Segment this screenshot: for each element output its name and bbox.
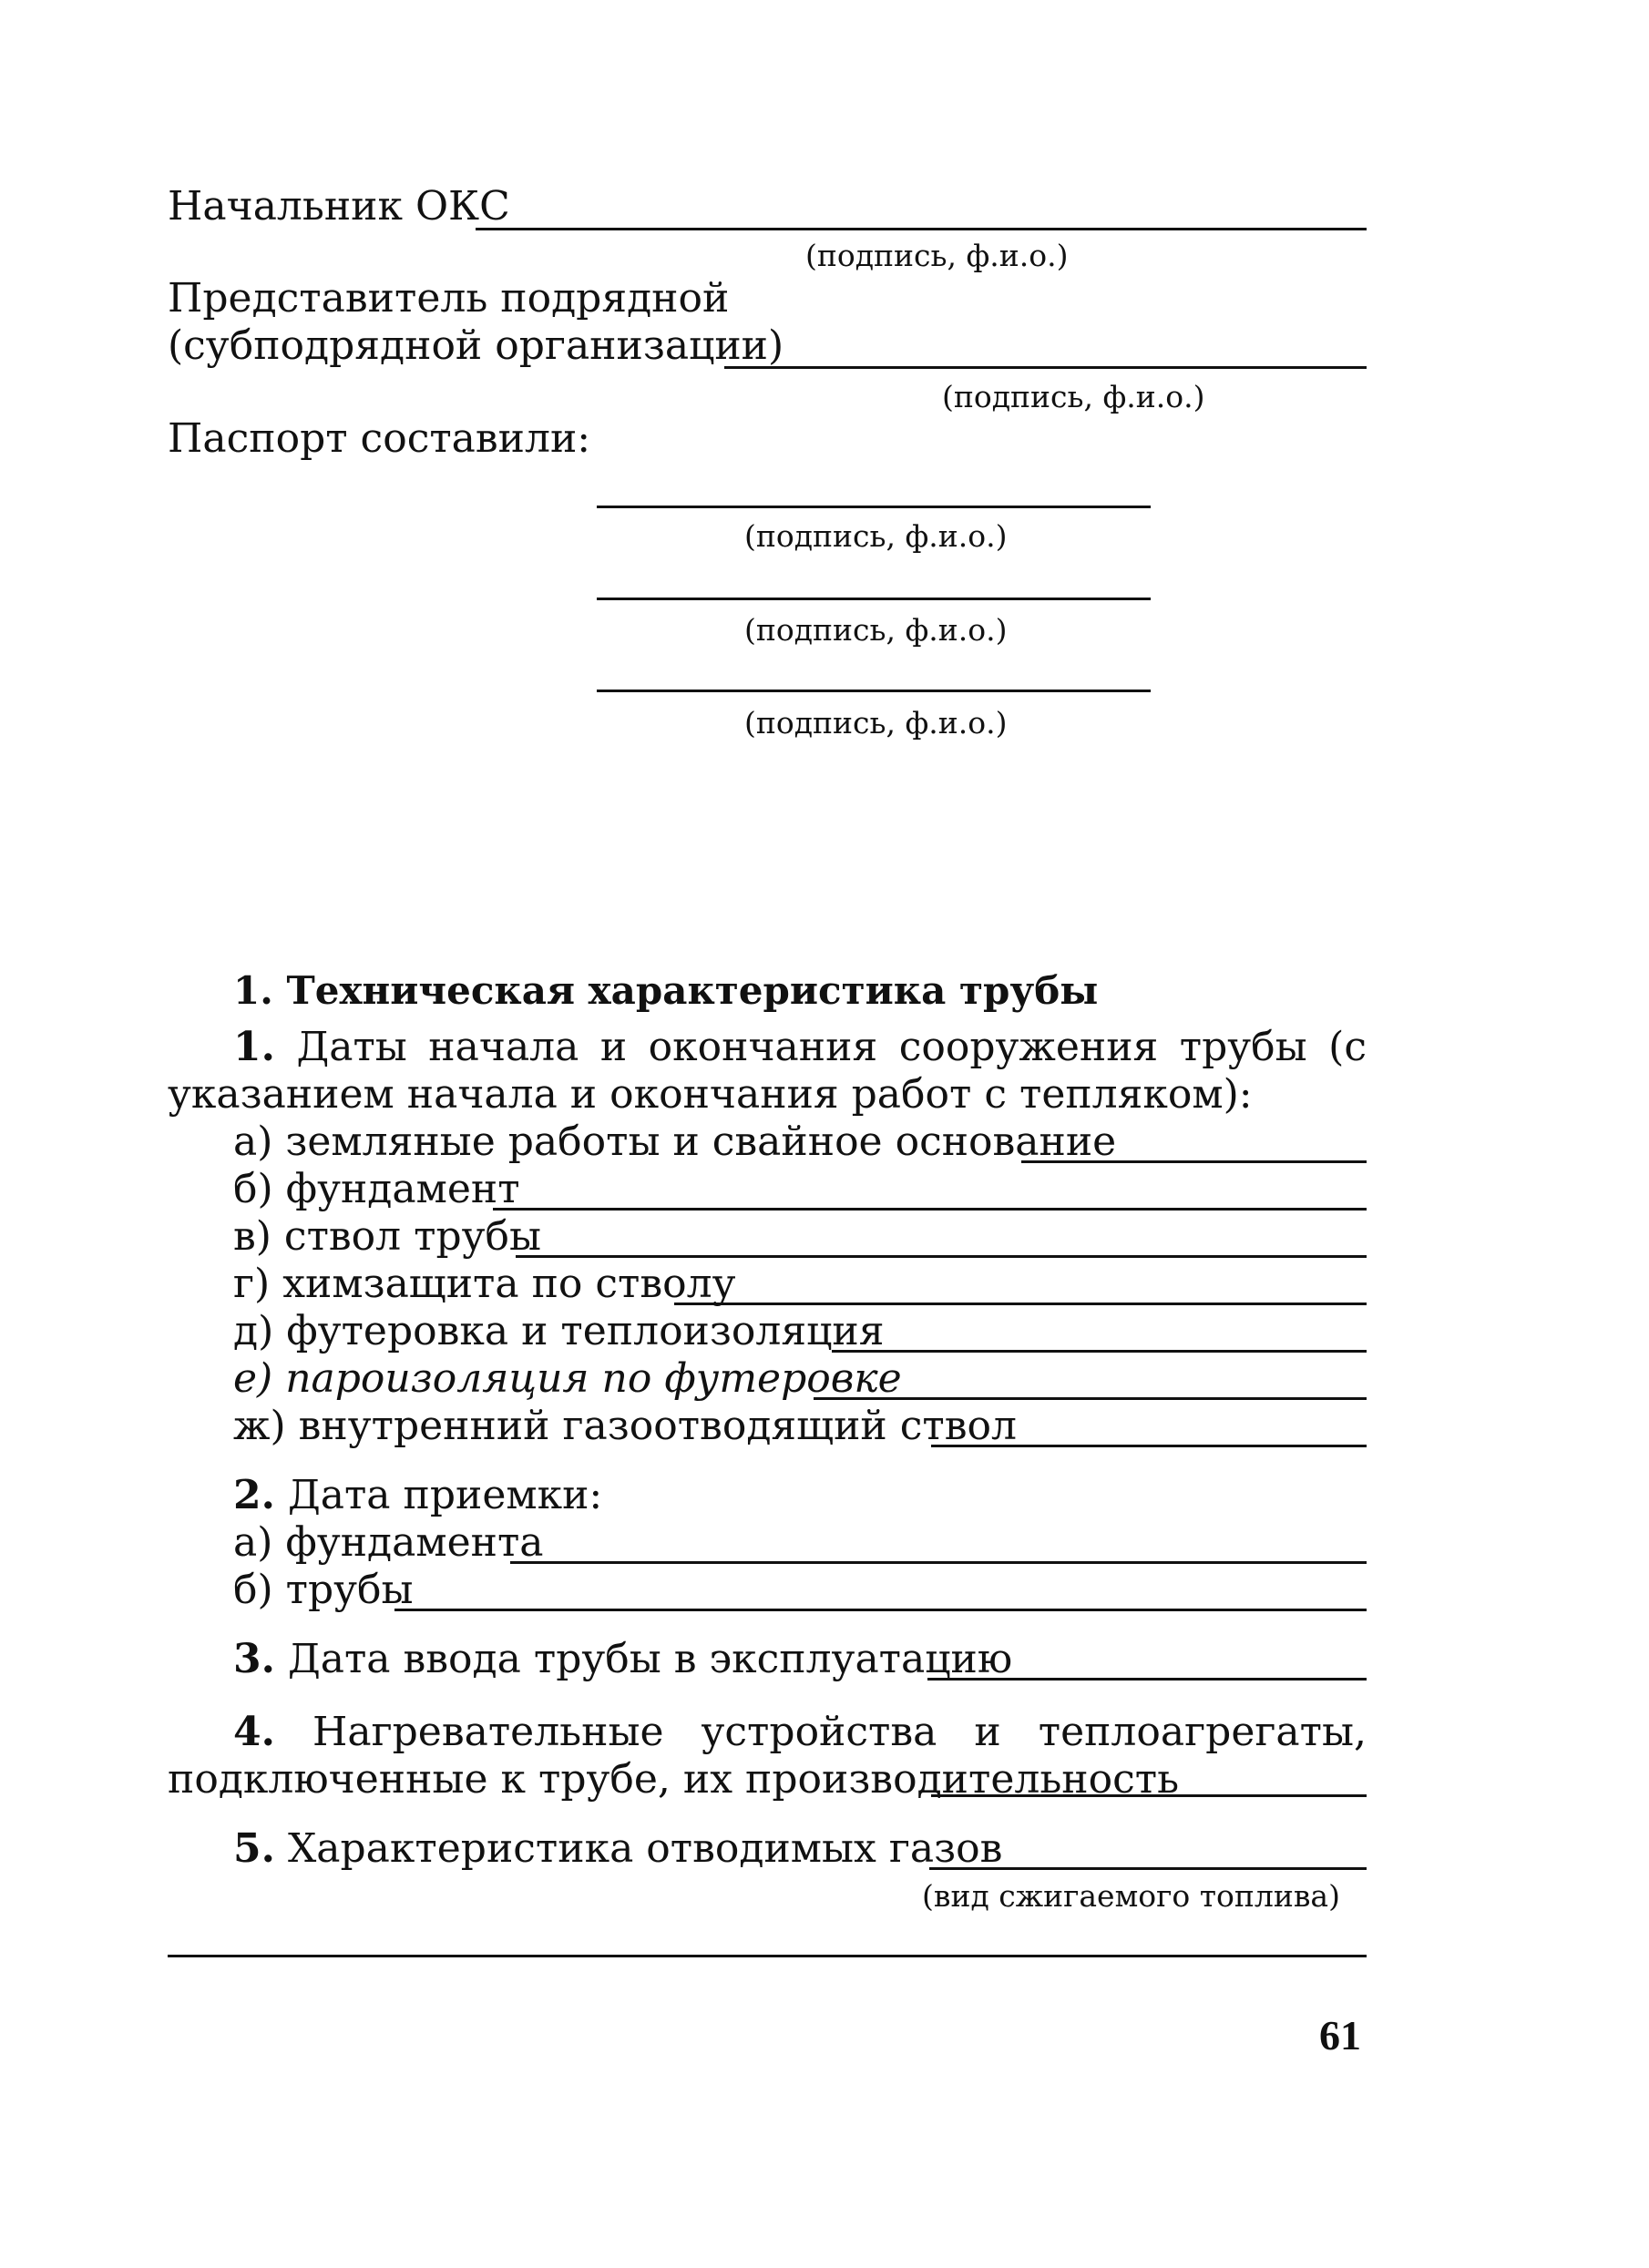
item-1-subitem-d: г) химзащита по стволу bbox=[233, 1261, 736, 1307]
item-1-subitem-c: в) ствол трубы bbox=[233, 1213, 542, 1260]
item-5 bbox=[233, 1825, 1003, 1872]
item-1 bbox=[168, 1024, 1367, 1119]
item-2-subitem-b: б) трубы bbox=[233, 1567, 414, 1613]
item-2-subitem-a: а) фундамента bbox=[233, 1519, 544, 1566]
item-1-subitem-b-line bbox=[493, 1208, 1367, 1211]
item-1-subitem-f: е) пароизоляция по футеровке bbox=[233, 1355, 902, 1402]
compiled-by-label: Паспорт составили: bbox=[168, 415, 591, 462]
compiler-caption-3: (подпись, ф.и.о.) bbox=[744, 705, 1008, 741]
compiler-caption-2: (подпись, ф.и.о.) bbox=[744, 612, 1008, 648]
contractor-signature-line bbox=[724, 366, 1367, 369]
item-1-subitem-a-line bbox=[1021, 1160, 1367, 1163]
contractor-label-line-2: (субподрядной организации) bbox=[168, 322, 784, 369]
contractor-label-line-1: Представитель подрядной bbox=[168, 275, 730, 322]
head-oks-label: Начальник ОКС bbox=[168, 183, 510, 230]
item-2-subitem-b-line bbox=[394, 1609, 1367, 1611]
item-1-subitem-g-line bbox=[931, 1445, 1367, 1447]
contractor-caption: (подпись, ф.и.о.) bbox=[942, 379, 1205, 414]
compiler-caption-1: (подпись, ф.и.о.) bbox=[744, 518, 1008, 554]
item-3-number: 3. bbox=[233, 1636, 275, 1682]
item-2-text: Дата приемки: bbox=[287, 1472, 603, 1518]
item-1-subitem-g: ж) внутренний газоотводящий ствол bbox=[233, 1403, 1017, 1449]
item-3 bbox=[233, 1636, 1013, 1682]
page-number: 61 bbox=[1319, 2012, 1361, 2059]
item-1-subitem-e: д) футеровка и теплоизоляция bbox=[233, 1308, 885, 1354]
item-4-number: 4. bbox=[233, 1709, 275, 1755]
compiler-signature-line-1 bbox=[597, 506, 1151, 508]
item-3-text: Дата ввода трубы в эксплуатацию bbox=[287, 1636, 1013, 1682]
item-5-line bbox=[929, 1867, 1367, 1870]
item-1-subitem-a: а) земляные работы и свайное основание bbox=[233, 1119, 1117, 1165]
item-4 bbox=[168, 1709, 1367, 1803]
compiler-signature-line-2 bbox=[597, 598, 1151, 600]
item-1-subitem-d-line bbox=[674, 1303, 1367, 1305]
item-3-line bbox=[927, 1678, 1367, 1681]
head-oks-caption: (подпись, ф.и.о.) bbox=[805, 238, 1069, 273]
item-5-caption: (вид сжигаемого топлива) bbox=[922, 1878, 1340, 1914]
item-2-number: 2. bbox=[233, 1472, 275, 1518]
item-1-subitem-b: б) фундамент bbox=[233, 1166, 520, 1212]
item-4-text: Нагревательные устройства и теплоагрегаты, подключенные к трубе, их производительность bbox=[168, 1709, 1367, 1803]
item-2-subitem-a-line bbox=[510, 1561, 1367, 1564]
item-5-number: 5. bbox=[233, 1825, 275, 1872]
item-1-number: 1. bbox=[233, 1024, 275, 1070]
head-oks-signature-line bbox=[476, 228, 1367, 230]
compiler-signature-line-3 bbox=[597, 690, 1151, 692]
item-5-continuation-line bbox=[168, 1955, 1367, 1957]
item-4-line bbox=[931, 1794, 1367, 1797]
item-1-subitem-e-line bbox=[832, 1350, 1367, 1353]
item-5-text: Характеристика отводимых газов bbox=[287, 1825, 1003, 1872]
item-1-subitem-f-line bbox=[814, 1397, 1367, 1400]
item-1-subitem-c-line bbox=[516, 1255, 1367, 1258]
item-2 bbox=[233, 1472, 603, 1518]
section-title: 1. Техническая характеристика трубы bbox=[233, 968, 1099, 1013]
item-1-text: Даты начала и окончания сооружения трубы (с указанием начала и окончания работ с тепляком): bbox=[168, 1024, 1367, 1118]
